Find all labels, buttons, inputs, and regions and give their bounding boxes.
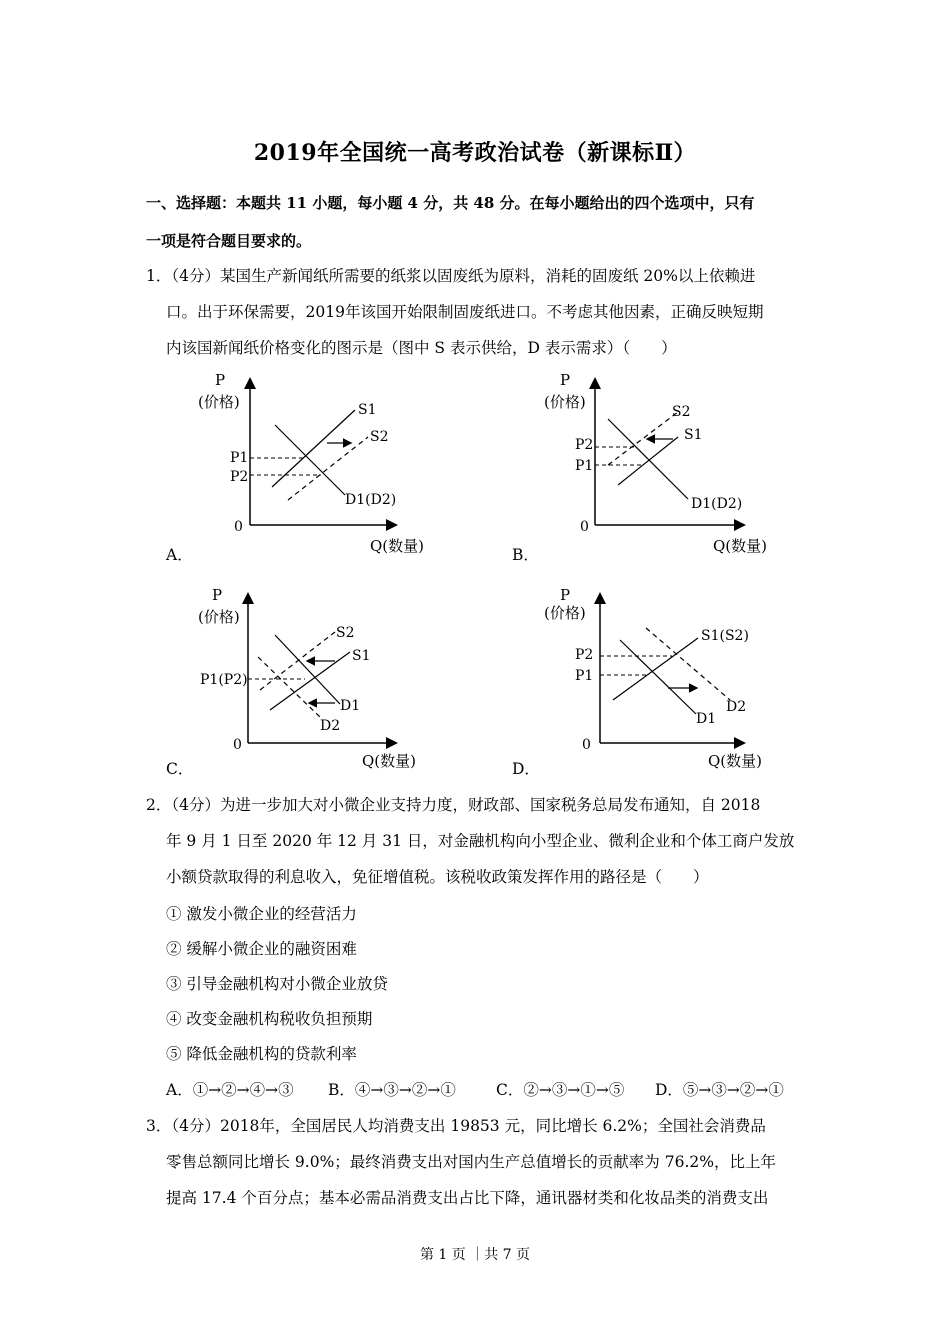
p-axis-sub: (价格) <box>198 393 240 411</box>
graph-label: 0 <box>582 737 591 753</box>
q1-line2: 口。出于环保需要，2019年该国开始限制固废纸进口。不考虑其他因素，正确反映短期 <box>166 303 764 321</box>
graph-a <box>190 365 450 565</box>
graph-b <box>538 365 798 565</box>
page-title: 2019年全国统一高考政治试卷（新课标Ⅱ） <box>253 140 697 166</box>
q2-line2: 年 9 月 1 日至 2020 年 12 月 31 日，对金融机构向小型企业、微利企业和个体工商户发放 <box>166 832 795 850</box>
graph-label: S2 <box>336 625 355 641</box>
graph-label: Q(数量) <box>713 537 768 555</box>
demand-curve <box>608 419 688 499</box>
graph-label: P2 <box>575 437 594 453</box>
graph-label: P <box>560 371 571 389</box>
q2-answer-b[interactable]: B．④→③→②→① <box>328 1081 456 1099</box>
graph-label: P <box>212 586 223 604</box>
p2-label: P2 <box>230 469 249 485</box>
graph-label: (价格) <box>544 604 586 622</box>
graph-label: D2 <box>320 718 341 734</box>
graph-label: D1 <box>696 711 717 727</box>
q2-answer-d[interactable]: D．⑤→③→②→① <box>655 1081 784 1099</box>
graph-label: D2 <box>726 699 747 715</box>
graph-label: P2 <box>575 647 594 663</box>
q3-line2: 零售总额同比增长 9.0%；最终消费支出对国内生产总值增长的贡献率为 76.2%，比上年 <box>166 1153 776 1171</box>
q1-option-b[interactable]: B． <box>512 546 539 564</box>
q-axis-label: Q(数量) <box>370 537 425 555</box>
q2-line3: 小额贷款取得的利息收入，免征增值税。该税收政策发挥作用的路径是（ ） <box>166 868 709 886</box>
graph-label: 0 <box>233 737 242 753</box>
q1-line1: 1．（4分）某国生产新闻纸所需要的纸浆以固废纸为原料，消耗的固废纸 20%以上依赖进 <box>146 267 756 285</box>
graph-c <box>190 580 450 780</box>
q2-item-3: ③ 引导金融机构对小微企业放贷 <box>166 975 388 993</box>
q3-line1: 3．（4分）2018年，全国居民人均消费支出 19853 元，同比增长 6.2%；全国社会消费品 <box>146 1117 766 1135</box>
q2-item-1: ① 激发小微企业的经营活力 <box>166 905 357 923</box>
graph-label: S2 <box>672 404 691 420</box>
q2-item-5: ⑤ 降低金融机构的贷款利率 <box>166 1045 357 1063</box>
supply-curve-s2 <box>288 437 368 500</box>
q1-option-d[interactable]: D． <box>512 760 540 778</box>
graph-label: S1(S2) <box>701 628 749 644</box>
q1-option-c[interactable]: C． <box>166 760 194 778</box>
graph-label: D1 <box>340 698 361 714</box>
q3-line3: 提高 17.4 个百分点；基本必需品消费支出占比下降，通讯器材类和化妆品类的消费支出 <box>166 1189 769 1207</box>
demand-curve-d1 <box>275 635 340 704</box>
graph-label: P <box>560 586 571 604</box>
page-footer: 第 1 页 ｜共 7 页 <box>419 1247 531 1263</box>
graph-label: 0 <box>580 519 589 535</box>
graph-d <box>538 580 798 780</box>
graph-label: P1 <box>575 668 594 684</box>
section-header-line1: 一、选择题：本题共 11 小题，每小题 4 分，共 48 分。在每小题给出的四个选项中，只有 <box>146 194 755 212</box>
q2-item-4: ④ 改变金融机构税收负担预期 <box>166 1010 373 1028</box>
graph-label: P1 <box>575 458 594 474</box>
graph-label: S1 <box>352 648 371 664</box>
demand-curve <box>275 425 345 495</box>
s2-label: S2 <box>370 429 389 445</box>
supply-curve <box>613 638 698 700</box>
q1-option-a[interactable]: A． <box>166 546 193 564</box>
p1-label: P1 <box>230 450 249 466</box>
graph-label: S1 <box>684 427 703 443</box>
supply-curve-s1 <box>618 437 678 485</box>
graph-label: Q(数量) <box>708 752 763 770</box>
q2-answer-a[interactable]: A．①→②→④→③ <box>166 1081 294 1099</box>
graph-label: P1(P2) <box>200 672 248 688</box>
graph-label: (价格) <box>198 608 240 626</box>
q2-answer-c[interactable]: C．②→③→①→⑤ <box>496 1081 625 1099</box>
demand-curve-d1 <box>620 640 696 714</box>
q2-item-2: ② 缓解小微企业的融资困难 <box>166 940 357 958</box>
d-label: D1(D2) <box>345 492 397 508</box>
origin-label: 0 <box>234 519 243 535</box>
graph-label: (价格) <box>544 393 586 411</box>
s1-label: S1 <box>358 402 377 418</box>
graph-label: D1(D2) <box>691 496 743 512</box>
graph-label: Q(数量) <box>362 752 417 770</box>
section-header-line2: 一项是符合题目要求的。 <box>146 232 312 250</box>
q2-line1: 2．（4分）为进一步加大对小微企业支持力度，财政部、国家税务总局发布通知，自 2018 <box>146 796 761 814</box>
p-axis-label: P <box>215 371 226 389</box>
q1-line3: 内该国新闻纸价格变化的图示是（图中 S 表示供给，D 表示需求）（ ） <box>166 339 677 357</box>
